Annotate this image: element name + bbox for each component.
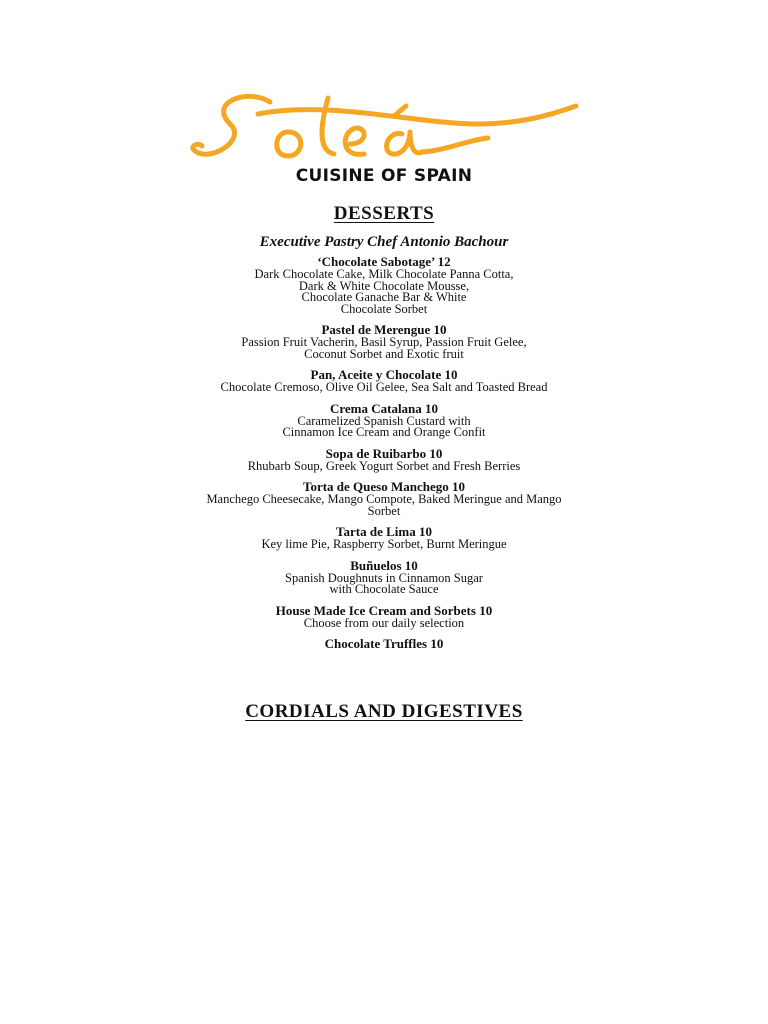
menu-item-name: House Made Ice Cream and Sorbets 10	[275, 602, 493, 618]
menu-item-name: Crema Catalana 10	[329, 400, 439, 416]
menu-item	[0, 479, 768, 517]
menu-item-name: ‘Chocolate Sabotage’ 12	[317, 254, 451, 269]
tagline: CUISINE OF SPAIN	[295, 166, 473, 186]
menu-item-description: Spanish Doughnuts in Cinnamon Sugar with Chocolate Sauce	[285, 570, 483, 596]
menu-item	[0, 446, 768, 473]
menu-item	[0, 401, 768, 439]
menu-item-name: Tarta de Lima 10	[336, 524, 432, 539]
menu-item-description: Chocolate Cremoso, Olive Oil Gelee, Sea Salt and Toasted Bread	[220, 380, 548, 394]
menu-item	[0, 558, 768, 596]
menu-item-description: Dark Chocolate Cake, Milk Chocolate Panna Cotta, Dark & White Chocolate Mousse, Chocolate Ganache Bar & White Chocolate Sorbet	[254, 267, 514, 316]
menu-item	[0, 603, 768, 630]
menu-item-description: Choose from our daily selection	[303, 615, 465, 630]
menu-item-description: Manchego Cheesecake, Mango Compote, Baked Meringue and Mango Sorbet	[206, 492, 562, 518]
menu-item	[0, 367, 768, 394]
menu-item	[0, 636, 768, 651]
menu-item-name: Pastel de Merengue 10	[321, 322, 447, 337]
menu-item	[0, 254, 768, 315]
menu-item	[0, 322, 768, 360]
menu-item-description: Key lime Pie, Raspberry Sorbet, Burnt Meringue	[261, 537, 507, 551]
cordials-heading: CORDIALS AND DIGESTIVES	[245, 701, 523, 722]
solea-logo	[188, 80, 588, 180]
menu-item-name: Pan, Aceite y Chocolate 10	[310, 367, 458, 382]
menu-item-name: Torta de Queso Manchego 10	[302, 479, 466, 494]
cordials-section	[0, 698, 768, 726]
menu-item-description: Passion Fruit Vacherin, Basil Syrup, Passion Fruit Gelee, Coconut Sorbet and Exotic fruit	[241, 335, 527, 361]
menu-item-description: Rhubarb Soup, Greek Yogurt Sorbet and Fresh Berries	[247, 458, 521, 473]
pastry-chef-credit: Executive Pastry Chef Antonio Bachour	[259, 234, 509, 250]
dessert-menu	[0, 200, 768, 658]
menu-item-name: Chocolate Truffles 10	[324, 636, 444, 651]
solea-logo-script	[188, 80, 588, 180]
desserts-heading: DESSERTS	[333, 203, 435, 224]
menu-item	[0, 524, 768, 551]
dessert-items	[0, 254, 768, 651]
menu-item-description: Caramelized Spanish Custard with Cinnamon Ice Cream and Orange Confit	[282, 413, 486, 439]
menu-item-name: Buñuelos 10	[350, 557, 418, 573]
menu-item-name: Sopa de Ruibarbo 10	[325, 445, 443, 461]
